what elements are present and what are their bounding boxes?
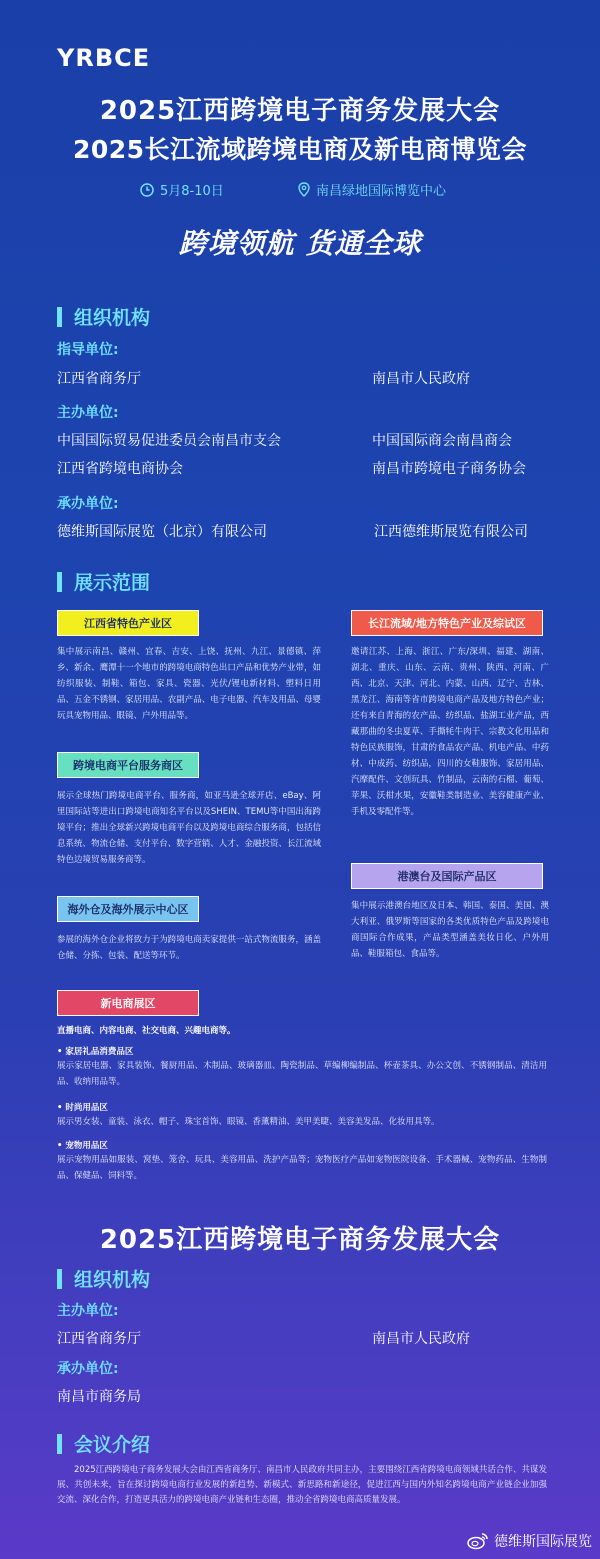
tag-new-ecom-zone: 新电商展区 xyxy=(57,990,199,1016)
conf-organizer-label: 承办单位: xyxy=(57,1361,119,1377)
event-date xyxy=(140,180,224,199)
page-subtitle: 2025长江流域跨境电商及新电商博览会 xyxy=(72,135,528,164)
new-ecom-intro: 直播电商、内容电商、社交电商、兴趣电商等。 xyxy=(57,1026,236,1036)
weibo-watermark xyxy=(467,1531,592,1551)
heading-text: 展示范围 xyxy=(74,572,151,594)
host-unit: 南昌市跨境电子商务协会 xyxy=(372,461,526,477)
heading-bar xyxy=(57,307,62,327)
tag-overseas-zone: 海外仓及海外展示中心区 xyxy=(57,896,199,922)
conf-organizer-unit: 南昌市商务局 xyxy=(57,1389,141,1405)
jiangxi-zone-text: 集中展示南昌、赣州、宜春、吉安、上饶、抚州、九江、景德镇、萍乡、新余、鹰潭十一个地市的跨境电商特色出口产品和优势产业带，如纺织服装、制鞋、箱包、家具、瓷器、光伏/锂电新材料、塑料日用品、五金不锈钢、家居用品、农副产品、电子电器、汽车及用品、母婴玩具宠物用品、眼镜、户外用品等。 xyxy=(57,647,321,721)
tag-platform-zone: 跨境电商平台服务商区 xyxy=(57,752,199,778)
organizer-unit: 江西德维斯展览有限公司 xyxy=(374,524,528,540)
conf-host-unit: 江西省商务厅 xyxy=(57,1331,141,1347)
section-heading-organizers xyxy=(57,303,150,330)
event-info xyxy=(0,180,600,200)
hmt-zone-text: 集中展示港澳台地区及日本、韩国、泰国、美国、澳大利亚、俄罗斯等国家的各类优质特色产品及跨境电商国际合作成果，产品类型涵盖美妆日化、户外用品、鞋服箱包、食品等。 xyxy=(351,901,549,959)
event-venue xyxy=(298,180,446,199)
logo: YRBCE xyxy=(57,44,151,72)
heading-bar xyxy=(57,572,62,592)
yangtze-zone-text: 邀请江苏、上海、浙江、广东/深圳、福建、湖南、湖北、重庆、山东、云南、贵州、陕西、河南、广西、北京、天津、河北、内蒙、山西、辽宁、吉林、黑龙江、海南等省市跨境电商产品及地方特色产业；还有来自青海的农产品、纺织品、盐湖工业产品，西藏那曲的冬虫夏草、手撕牦牛肉干、宗教文化用品和特色民族服饰，甘肃的食品农产品、机电产品、中药材、中成药、纺织品，四川的女鞋服饰、家居用品、汽摩配件、文创玩具、竹制品，云南的石榴、葡萄、苹果、沃柑水果，安徽鞋类制造业、美容健康产业、手机及零配件等。 xyxy=(351,647,549,817)
cat-fashion-text: 展示男女装、童装、泳衣、帽子、珠宝首饰、眼镜、香薰精油、美甲美睫、美容美发品、化妆用具等。 xyxy=(57,1117,440,1127)
page-title: 2025江西跨境电子商务发展大会 xyxy=(99,96,501,126)
organizer-unit: 德维斯国际展览（北京）有限公司 xyxy=(57,524,267,540)
tag-jiangxi-zone: 江西省特色产业区 xyxy=(57,610,199,636)
heading-text: 组织机构 xyxy=(74,307,151,329)
date-text: 5月8-10日 xyxy=(160,184,224,199)
conference-title: 2025江西跨境电子商务发展大会 xyxy=(99,1225,501,1255)
guide-unit: 南昌市人民政府 xyxy=(372,371,470,387)
cat-fashion-label: • 时尚用品区 xyxy=(57,1103,108,1113)
host-unit: 中国国际贸易促进委员会南昌市支会 xyxy=(57,433,281,449)
conference-intro-text: 2025江西跨境电子商务发展大会由江西省商务厅、南昌市人民政府共同主办，主要围绕江西省跨境电商领域共话合作、共谋发展、共创未来，旨在探讨跨境电商行业发展的新趋势、新模式、新思路和新途径，促进江西与国内外知名跨境电商产业链企业加强交流、深化合作，打造更具活力的跨境电商产业链和生态圈，推动全省跨境电商高质量发展。 xyxy=(57,1465,547,1505)
heading-text: 组织机构 xyxy=(74,1269,151,1291)
tag-yangtze-zone: 长江流域/地方特色产业及综试区 xyxy=(351,610,543,636)
cat-pet-label: • 宠物用品区 xyxy=(57,1141,108,1151)
section-heading-conference-org xyxy=(57,1265,150,1292)
platform-zone-text: 展示全球热门跨境电商平台、服务商，如亚马逊全球开店、eBay、阿里国际站等进出口跨境电商知名平台以及SHEIN、TEMU等中国出海跨境平台；推出全球新兴跨境电商平台以及跨境电商综合服务商，包括信息系统、物流仓储、支付平台、数字营销、人才、金融投资、长江流域特色边境贸易服务商等。 xyxy=(57,791,321,865)
clock-icon xyxy=(140,183,154,197)
host-unit: 江西省跨境电商协会 xyxy=(57,461,183,477)
organizer-label: 承办单位: xyxy=(57,496,119,512)
host-unit: 中国国际商会南昌商会 xyxy=(372,433,512,449)
overseas-zone-text: 参展的海外仓企业将致力于为跨境电商卖家提供一站式物流服务，涵盖仓储、分拣、包装、配送等环节。 xyxy=(57,935,321,961)
guide-label: 指导单位: xyxy=(57,342,119,358)
section-heading-scope xyxy=(57,568,150,595)
heading-bar xyxy=(57,1434,62,1454)
conf-host-unit: 南昌市人民政府 xyxy=(372,1331,470,1347)
venue-text: 南昌绿地国际博览中心 xyxy=(316,184,447,199)
guide-unit: 江西省商务厅 xyxy=(57,371,141,387)
tag-hmt-zone: 港澳台及国际产品区 xyxy=(351,863,543,889)
cat-home-text: 展示家居电器、家具装饰、餐厨用品、木制品、玻璃器皿、陶瓷制品、草编柳编制品、杯壶茶具、办公文创、不锈钢制品、清洁用品、收纳用品等。 xyxy=(57,1061,547,1087)
cat-home-label: • 家居礼品消费品区 xyxy=(57,1047,134,1057)
weibo-icon xyxy=(467,1532,489,1550)
watermark-text: 德维斯国际展览 xyxy=(494,1534,592,1550)
heading-bar xyxy=(57,1269,62,1289)
host-label: 主办单位: xyxy=(57,405,119,421)
location-pin-icon xyxy=(298,182,310,197)
slogan: 跨境领航 货通全球 xyxy=(178,227,422,260)
heading-text: 会议介绍 xyxy=(74,1434,151,1456)
conf-host-label: 主办单位: xyxy=(57,1303,119,1319)
section-heading-intro xyxy=(57,1430,150,1457)
cat-pet-text: 展示宠物用品如服装、窝垫、笼舍、玩具、美容用品、洗护产品等；宠物医疗产品如宠物医院设备、手术器械、宠物药品、生物制品、保健品、饲料等。 xyxy=(57,1155,547,1181)
